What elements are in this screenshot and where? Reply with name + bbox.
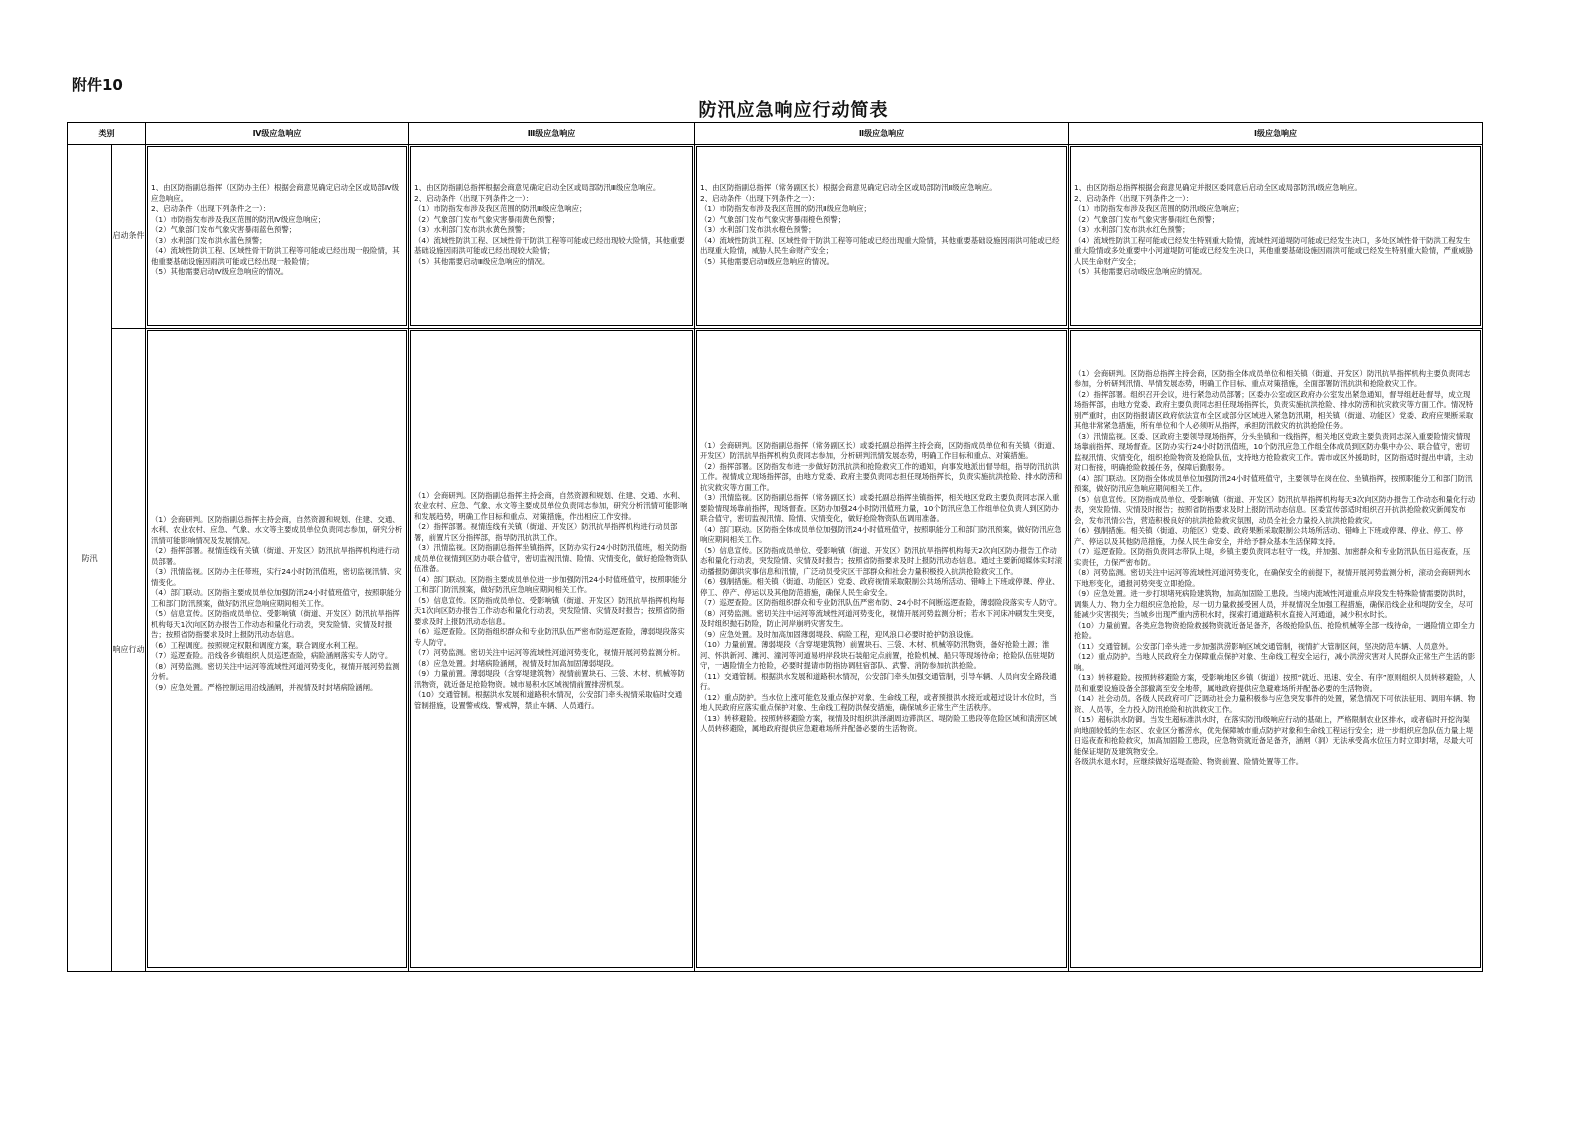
cell-text: 1、由区防指副总指挥根据会商意见确定启动全区或局部防汛Ⅲ级应急响应。 2、启动条件（出现下列条件之一）： （1）市防指发布涉及我区范围的防汛Ⅲ级应急响应； （2）气象部门发布气象灾害暴雨黄色预警； （3）水利部门发布洪水黄色预警； （4）流域性防洪工程、区域性骨干防洪工程等可能或已经出现较大险情，其他重要基础设施因雨洪可能或已经出现较大险情； （5）其他需要启动Ⅲ级应急响应的情况。	[410, 146, 693, 326]
table-header-row	[68, 123, 1483, 145]
header-level-2: Ⅱ级应急响应	[695, 123, 1069, 145]
table-row-start-conditions	[68, 145, 1483, 329]
document-title: 防汛应急响应行动简表	[698, 100, 889, 121]
cell-start-level-2	[695, 145, 1069, 329]
header-level-4: Ⅳ级应急响应	[146, 123, 409, 145]
cell-text: （1）会商研判。区防指副总指挥主持会商，自然资源和规划、住建、交通、水利、农业农村、应急、气象、水文等主要成员单位负责同志参加，研究分析汛情可能影响和发展趋势，明确工作目标和重点、对策措施，作出相应工作安排。 （2）指挥部署。视情连线有关镇（街道、开发区）防汛抗旱指挥机构进行动员部署，前置片区分指挥部，指导防汛抗洪工作。 （3）汛情监视。区防指副总指挥坐镇指挥，区防办实行24小时防汛值班，相关防指成员单位视情到区防办联合值守，密切监视汛情、险情、灾情变化，做好抢险物资队伍准备。 （4）部门联动。区防指主要成员单位进一步加强防汛24小时值班值守，按照职能分工和部门防汛预案，做好防汛应急响应期间相关工作。 （5）信息宣传。区防指成员单位、受影响镇（街道、开发区）防汛抗旱指挥机构每天1次向区防办报告工作动态和量化行动表，突发险情、灾情及时报告；按照省防指要求及时上报防汛动态信息。 （6）巡逻查险。区防指组织群众和专业防汛队伍严密布防巡逻查险，薄弱堤段落实专人防守。 （7）河势监测。密切关注中运河等流域性河道河势变化，视情开展河势监测分析。 （8）应急处置。封堵病险涵闸，视情及时加高加固薄弱堤段。 （9）力量前置。薄弱堤段（含穿堤建筑物）视情前置块石、三袋、木材、机械等防汛物资，就近备足抢险物资。城市易积水区域视情前置排涝机泵。 （10）交通管制。根据洪水发展和道路积水情况，公安部门牵头视情采取临时交通管制措施，设置警戒线、警戒牌，禁止车辆、人员通行。	[410, 330, 693, 968]
row-label-start-conditions: 启动条件	[112, 145, 146, 329]
category-cell: 防汛	[68, 145, 112, 972]
cell-text: （1）会商研判。区防指副总指挥（常务副区长）或委托副总指挥主持会商，区防指成员单位和有关镇（街道、开发区）防汛抗旱指挥机构负责同志参加，分析研判汛情发展态势，明确工作目标和重点、对策措施。 （2）指挥部署。区防指发布进一步做好防汛抗洪和抢险救灾工作的通知，向事发地派出督导组，指导防汛抗洪工作。视情成立现场指挥部，由地方党委、政府主要负责同志担任现场指挥长，负责实施抗洪抢险、排水防涝和抗灾救灾等方面工作。 （3）汛情监视。区防指副总指挥（常务副区长）或委托副总指挥坐镇指挥，相关地区党政主要负责同志深入重要险情现场靠前指挥，现场督查。区防办加强24小时防汛值班力量，10个防汛应急工作组单位负责人到区防办联合值守，密切监视汛情、险情、灾情变化，做好抢险物资队伍调用准备。 （4）部门联动。区防指全体成员单位加强防汛24小时值班值守，按照职能分工和部门防汛预案，做好防汛应急响应期间相关工作。 （5）信息宣传。区防指成员单位、受影响镇（街道、开发区）防汛抗旱指挥机构每天2次向区防办报告工作动态和量化行动表，突发险情、灾情及时报告；按照省防指要求及时上报防汛动态信息。通过主要新闻媒体实时滚动播报防御洪灾事信息和汛情，广泛动员受灾区干部群众和社会力量积极投入抗洪抢险救灾工作。 （6）强制措施。相关镇（街道、功能区）党委、政府视情采取限制公共场所活动、错峰上下班或停课、停业、停工、停产、停运以及其他防范措施，确保人民生命安全。 （7）巡逻查险。区防指组织群众和专业防汛队伍严密布防、24小时不间断巡逻查险，薄弱险段落实专人防守。 （8）河势监测。密切关注中运河等流域性河道河势变化，视情开展河势监测分析；若水下河床冲刷发生突变，及时组织抛石防险，防止河岸崩坍灾害发生。 （9）应急处置。及时加高加固薄弱堤段、病险工程，迎风浪口必要时抢护防浪设施。 （10）力量前置。薄弱堤段（含穿堤建筑物）前置块石、三袋、木材、机械等防汛物资，备好抢险土源；淮河、怀洪新河、濉河、潼河等河道易坍岸段块石装船定点前置，抢险机械、船只等现场待命；抢险队伍驻堤防守，一遇险情全力抢险，必要时提请市防指协调驻宿部队、武警、消防参加抗洪抢险。 （11）交通管制。根据洪水发展和道路积水情况，公安部门牵头加强交通管制，引导车辆、人员向安全路段通行。 （12）重点防护。当水位上涨可能危及重点保护对象、生命线工程，或者预报洪水接近或超过设计水位时，当地人民政府应落实重点保护对象、生命线工程防洪保安措施，确保城乡正常生产生活秩序。 （13）转移避险。按照转移避险方案，视情及时组织洪泽湖周边滞洪区、堤防险工患段等危险区域和渍涝区域人员转移避险，属地政府提供应急避难场所并配备必要的生活物资。	[696, 330, 1067, 968]
cell-text: （1）会商研判。区防指副总指挥主持会商，自然资源和规划、住建、交通、水利、农业农村、应急、气象、水文等主要成员单位负责同志参加，研究分析汛情可能影响情况及发展情况。 （2）指挥部署。视情连线有关镇（街道、开发区）防汛抗旱指挥机构进行动员部署。 （3）汛情监视。区防办主任带班，实行24小时防汛值班，密切监视汛情、灾情变化。 （4）部门联动。区防指主要成员单位加强防汛24小时值班值守，按照职能分工和部门防汛预案，做好防汛应急响应期间相关工作。 （5）信息宣传。区防指成员单位、受影响镇（街道、开发区）防汛抗旱指挥机构每天1次向区防办报告工作动态和量化行动表，突发险情、灾情及时报告；按照省防指要求及时上报防汛动态信息。 （6）工程调度。按照规定权限和调度方案，联合调度水利工程。 （7）巡逻查险。沿线各乡镇组织人员巡逻查险，病险涵闸落实专人防守。 （8）河势监测。密切关注中运河等流域性河道河势变化，视情开展河势监测分析。 （9）应急处置。严格控制运用沿线涵闸，并视情及时封堵病险涵闸。	[147, 330, 407, 968]
attachment-label: 附件10	[72, 76, 123, 94]
cell-text: 1、由区防指副总指挥（常务副区长）根据会商意见确定启动全区或局部防汛Ⅱ级应急响应。 2、启动条件（出现下列条件之一）： （1）市防指发布涉及我区范围的防汛Ⅱ级应急响应； （2）气象部门发布气象灾害暴雨橙色预警； （3）水利部门发布洪水橙色预警； （4）流域性防洪工程、区域性骨干防洪工程等可能或已经出现重大险情，其他重要基础设施因雨洪可能或已经出现重大险情，威胁人民生命财产安全； （5）其他需要启动Ⅱ级应急响应的情况。	[696, 146, 1067, 326]
cell-text: （1）会商研判。区防指总指挥主持会商，区防指全体成员单位和相关镇（街道、开发区）防汛抗旱指挥机构主要负责同志参加，分析研判汛情、旱情发展态势，明确工作目标、重点对策措施，全面部署防汛抗洪和抢险救灾工作。 （2）指挥部署。组织召开会议，进行紧急动员部署；区委办公室或区政府办公室发出紧急通知，督导组赶赴督导，成立现场指挥部，由地方党委、政府主要负责同志担任现场指挥长，负责实施抗洪抢险、排水防涝和抗灾救灾等方面工作。情况特别严重时，由区防指报请区政府依法宣布全区或部分区域进入紧急防汛期，相关镇（街道、功能区）党委、政府应果断采取其他非常紧急措施，所有单位和个人必须听从指挥，承担防汛救灾的抗洪抢险任务。 （3）汛情监视。区委、区政府主要领导现场指挥，分头坐镇和一线指挥，相关地区党政主要负责同志深入重要险情灾情现场靠前指挥、现场督查。区防办实行24小时防汛值班，10个防汛应急工作组全体成员到区防办集中办公、联合值守，密切监视汛情、灾情变化，组织抢险物资及抢险队伍，支持地方抢险救灾工作。需市或区外援助时，区防指适时提出申请，主动对口衔接，明确抢险救援任务，保障后勤服务。 （4）部门联动。区防指全体成员单位加强防汛24小时值班值守，主要领导在岗在位、坐镇指挥，按照职能分工和部门防汛预案，做好防汛应急响应期间相关工作。 （5）信息宣传。区防指成员单位、受影响镇（街道、开发区）防汛抗旱指挥机构每天3次向区防办报告工作动态和量化行动表，突发险情、灾情及时报告；按照省防指要求及时上报防汛动态信息。区委宣传部适时组织召开抗洪抢险救灾新闻发布会，发布汛情公告，营造积极良好的抗洪抢险救灾氛围，动员全社会力量投入抗洪抢险救灾。 （6）强制措施。相关镇（街道、功能区）党委、政府果断采取限制公共场所活动、错峰上下班或停课、停业、停工、停产、停运以及其他防范措施，力保人民生命安全，并给予群众基本生活保障支持。 （7）巡逻查险。区防指负责同志带队上堤，乡镇主要负责同志驻守一线，并加强、加密群众和专业防汛队伍日巡夜查，压实责任，力保严密布防。 （8）河势监测。密切关注中运河等流域性河道河势变化，在确保安全的前提下，视情开展河势监测分析，滚动会商研判水下地形变化，通报河势突变立即抢险。 （9）应急处置。进一步打坝堵死病险建筑物，加高加固险工患段。当境内流域性河道重点岸段发生特殊险情需要防洪时，调集人力、物力全力组织应急抢险，尽一切力量救援受困人员，并视情况全加强工程措施，确保沿线企业和堤防安全，尽可能减少灾害损失；当城乡出现严重内涝积水时，探索打通道路积水直接入河通道，减少积水时长。 （10）力量前置。各类应急物资抢险救援物资就近备足备齐，各级抢险队伍、抢险机械等全部一线待命，一遇险情立即全力抢险。 （11）交通管制。公安部门牵头进一步加强洪涝影响区域交通管制，视情扩大管制区间，坚决防范车辆、人员意外。 （12）重点防护。当地人民政府全力保障重点保护对象、生命线工程安全运行，减小洪涝灾害对人民群众正常生产生活的影响。 （13）转移避险。按照转移避险方案，受影响地区乡镇（街道）按照“就近、迅速、安全、有序”原则组织人员转移避险，人员和重要设施设备全部撤离至安全地带，属地政府提供应急避难场所并配备必要的生活物资。 （14）社会动员。各级人民政府可广泛调动社会力量积极参与应急突发事件的处置，紧急情况下可依法征用、调用车辆、物资、人员等，全力投入防汛抢险和抗洪救灾工作。 （15）超标洪水防御。当发生超标准洪水时，在落实防汛Ⅰ级响应行动的基础上，严格限制农业区排水，或者临时开挖沟渠向地面较低的生态区、农业区分蓄涝水，优先保障城市重点防护对象和生命线工程运行安全；进一步组织应急队伍力量上堤日巡夜查和抢险救灾，加高加固险工患段，应急物资就近备足备齐，涵闸（洞）无法承受高水位压力时立即封堵，尽最大可能保证堤防及建筑物安全。 各级洪水退水时，应继续做好巡堤查险、物资前置、险情处置等工作。	[1070, 330, 1481, 968]
row-label-response-actions: 响应行动	[112, 328, 146, 971]
cell-text: 1、由区防指副总指挥（区防办主任）根据会商意见确定启动全区或局部Ⅳ级应急响应。 2、启动条件（出现下列条件之一）： （1）市防指发布涉及我区范围的防汛Ⅳ级应急响应； （2）气象部门发布气象灾害暴雨蓝色预警； （3）水利部门发布洪水蓝色预警； （4）流域性防洪工程、区域性骨干防洪工程等可能或已经出现一般险情，其他重要基础设施因雨洪可能或已经出现一般险情； （5）其他需要启动Ⅳ级应急响应的情况。	[147, 146, 407, 326]
table-row-response-actions	[68, 328, 1483, 971]
header-level-3: Ⅲ级应急响应	[409, 123, 695, 145]
header-category: 类别	[68, 123, 146, 145]
response-table	[67, 122, 1483, 972]
cell-text: 1、由区防指总指挥根据会商意见确定并报区委同意后启动全区或局部防汛Ⅰ级应急响应。 2、启动条件（出现下列条件之一）： （1）市防指发布涉及我区范围的防汛Ⅰ级应急响应； （2）气象部门发布气象灾害暴雨红色预警； （3）水利部门发布洪水红色预警； （4）流域性防洪工程可能或已经发生特别重大险情，流域性河道堤防可能或已经发生决口，多处区域性骨干防洪工程发生重大险情或多处重要中小河道堤防可能或已经发生决口，其他重要基础设施因雨洪可能或已经发生特别重大险情，严重威胁人民生命财产安全； （5）其他需要启动Ⅰ级应急响应的情况。	[1070, 146, 1481, 326]
cell-action-level-3	[409, 328, 695, 971]
cell-action-level-4	[146, 328, 409, 971]
header-level-1: Ⅰ级应急响应	[1069, 123, 1483, 145]
cell-start-level-4	[146, 145, 409, 329]
cell-action-level-2	[695, 328, 1069, 971]
cell-start-level-1	[1069, 145, 1483, 329]
cell-action-level-1	[1069, 328, 1483, 971]
cell-start-level-3	[409, 145, 695, 329]
